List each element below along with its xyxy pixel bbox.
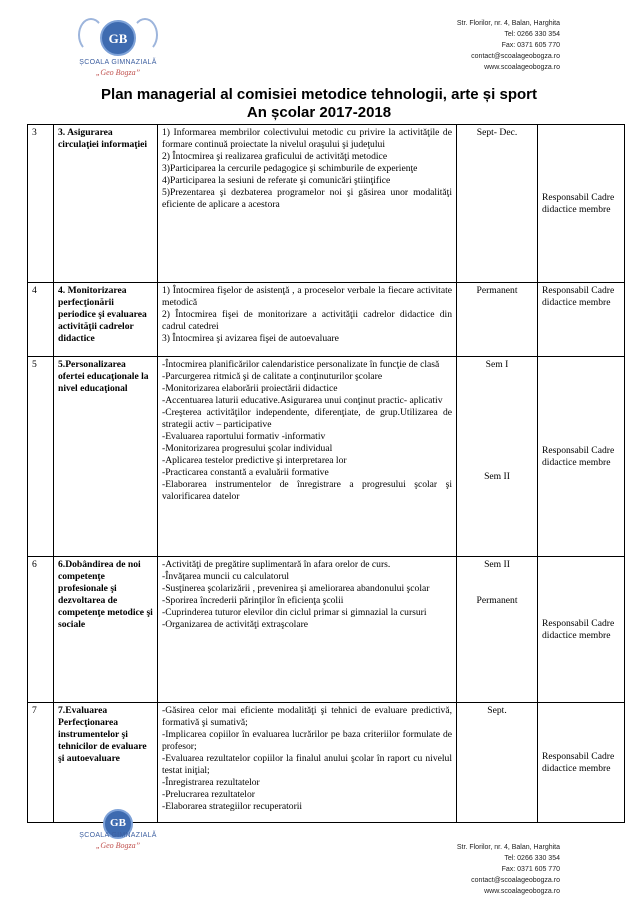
term-primary: Sem II [484, 559, 510, 570]
activity-item: -Creşterea activităţilor independente, diferenţiate, de grup.Utilizarea de strategii activ – participative [162, 407, 452, 430]
logo-letters: GB [108, 31, 128, 46]
activity-item: -Sporirea încrederii părinţilor în eficienţa şcolii [162, 595, 344, 606]
term-cell [457, 357, 538, 557]
term-cell [457, 125, 538, 283]
row-number: 7 [28, 703, 54, 823]
objective-cell: 7.Evaluarea Perfecţionarea instrumentelor şi tehnicilor de evaluare şi autoevaluare [54, 703, 158, 823]
activity-item: -Cuprinderea tuturor elevilor din ciclul primar si gimnazial la cursuri [162, 607, 427, 618]
footer-logo-school-name: „Geo Bogza” [95, 841, 141, 850]
term-cell [457, 557, 538, 703]
activity-item: -Organizarea de activităţi extraşcolare [162, 619, 309, 630]
activities-cell [158, 283, 457, 357]
activity-item: -Înregistrarea rezultatelor [162, 777, 260, 788]
term-primary: Sept. [487, 705, 507, 716]
activity-item: -Elaborarea instrumentelor de înregistrare a progresului şcolar şi valorificarea datelor [162, 479, 452, 502]
contact-address: Str. Florilor, nr. 4, Balan, Harghita [456, 20, 560, 27]
header-contact [457, 18, 560, 73]
activity-item: -Practicarea constantă a evaluării formative [162, 467, 329, 478]
responsible-cell: Responsabil Cadre didactice membre [538, 357, 625, 557]
activity-item: -Prelucrarea rezultatelor [162, 789, 255, 800]
activity-item: -Parcurgerea ritmică şi de calitate a conţinuturilor şcolare [162, 371, 383, 382]
logo-school-line: ȘCOALA GIMNAZIALĂ [79, 59, 157, 66]
footer-contact [457, 842, 560, 897]
term-primary: Sem I [485, 359, 509, 370]
activity-item: -Monitorizarea elaborării proiectării didactice [162, 383, 338, 394]
footer-school-logo [68, 815, 168, 855]
plan-table [27, 124, 625, 823]
activity-item: 4)Participarea la sesiuni de referate şi comunicări ştiinţifice [162, 175, 391, 186]
table-row [28, 357, 625, 557]
activity-item: 3) Întocmirea şi avizarea fişei de autoevaluare [162, 333, 339, 344]
footer-contact-tel: Tel: 0266 330 354 [504, 855, 560, 862]
contact-tel: Tel: 0266 330 354 [504, 31, 560, 38]
document-subtitle: An școlar 2017-2018 [246, 104, 392, 121]
objective-cell: 5.Personalizarea ofertei educaţionale la nivel educaţional [54, 357, 158, 557]
activity-item: -Întocmirea planificărilor calendaristice personalizate în funcţie de clasă [162, 359, 440, 370]
term-primary: Sept- Dec. [476, 127, 518, 138]
objective-cell: 6.Dobândirea de noi competenţe profesionale şi dezvoltarea de competenţe metodice şi sociale [54, 557, 158, 703]
activity-item: -Implicarea copiilor în evaluarea lucrărilor pe baza criteriilor formulate de profesor; [162, 729, 452, 752]
footer-contact-address: Str. Florilor, nr. 4, Balan, Harghita [456, 844, 560, 851]
activity-item: -Accentuarea laturii educative.Asigurarea unui conţinut practic- aplicativ [162, 395, 443, 406]
school-logo [68, 14, 168, 84]
contact-email: contact@scoalageobogza.ro [471, 53, 560, 60]
term-secondary: Permanent [476, 595, 518, 606]
activity-item: -Monitorizarea progresului şcolar individual [162, 443, 333, 454]
table-row [28, 557, 625, 703]
responsible-cell: Responsabil Cadre didactice membre [538, 125, 625, 283]
footer-contact-fax: Fax: 0371 605 770 [501, 866, 560, 873]
footer-logo-letters: GB [110, 817, 126, 829]
activity-item: 1) Informarea membrilor colectivului metodic cu privire la activităţile de formare continuă proiectate la nivelul oraşului şi judeţului [162, 127, 452, 150]
activity-item: -Evaluarea raportului formativ -informativ [162, 431, 326, 442]
contact-fax: Fax: 0371 605 770 [501, 42, 560, 49]
row-number: 6 [28, 557, 54, 703]
activity-item: -Învăţarea muncii cu calculatorul [162, 571, 290, 582]
activity-item: -Aplicarea testelor predictive şi interpretarea lor [162, 455, 347, 466]
term-secondary: Sem II [484, 471, 510, 482]
term-cell [457, 283, 538, 357]
activity-item: 2) Întocmirea fişei de monitorizare a activităţii cadrelor didactice din cadrul catedrei [162, 309, 452, 332]
table-row [28, 703, 625, 823]
activity-item: -Elaborarea strategiilor recuperatorii [162, 801, 303, 812]
row-number: 5 [28, 357, 54, 557]
activity-item: 3)Participarea la cercurile pedagogice şi schimburile de experienţe [162, 163, 418, 174]
logo-wing-right [132, 18, 158, 52]
term-primary: Permanent [476, 285, 518, 296]
table-row [28, 283, 625, 357]
term-cell [457, 703, 538, 823]
logo-emblem [100, 20, 136, 56]
responsible-cell: Responsabil Cadre didactice membre [538, 703, 625, 823]
logo-school-name: „Geo Bogza” [95, 68, 141, 77]
footer-contact-web: www.scoalageobogza.ro [484, 888, 560, 895]
footer-logo-school-line: ȘCOALA GIMNAZIALĂ [79, 832, 157, 839]
activity-item: -Activităţi de pregătire suplimentară în afara orelor de curs. [162, 559, 391, 570]
activity-item: -Evaluarea rezultatelor copiilor la finalul anului şcolar în raport cu nivelul testat iniţial; [162, 753, 452, 776]
activity-item: 2) Întocmirea şi realizarea graficului de activităţi metodice [162, 151, 388, 162]
activities-cell [158, 703, 457, 823]
footer-contact-email: contact@scoalageobogza.ro [471, 877, 560, 884]
row-number: 4 [28, 283, 54, 357]
objective-cell: 4. Monitorizarea perfecţionării periodice şi evaluarea activităţii cadrelor didactice [54, 283, 158, 357]
row-number: 3 [28, 125, 54, 283]
activities-cell [158, 125, 457, 283]
activities-cell [158, 357, 457, 557]
table-row [28, 125, 625, 283]
activity-item: 1) Întocmirea fişelor de asistenţă , a proceselor verbale la fiecare activitate metodică [162, 285, 452, 308]
activity-item: -Găsirea celor mai eficiente modalităţi şi tehnici de evaluare predictivă, formativă şi sumativă; [162, 705, 452, 728]
responsible-cell: Responsabil Cadre didactice membre [538, 557, 625, 703]
activity-item: -Susţinerea şcolarizării , prevenirea şi ameliorarea abandonului şcolar [162, 583, 430, 594]
activity-item: 5)Prezentarea şi dezbaterea programelor noi şi găsirea unor modalităţi eficiente de aplicare a acestora [162, 187, 452, 210]
contact-web: www.scoalageobogza.ro [484, 64, 560, 71]
objective-cell: 3. Asigurarea circulaţiei informaţiei [54, 125, 158, 283]
activities-cell [158, 557, 457, 703]
document-title: Plan managerial al comisiei metodice tehnologii, arte și sport [101, 86, 537, 103]
responsible-cell: Responsabil Cadre didactice membre [538, 283, 625, 357]
